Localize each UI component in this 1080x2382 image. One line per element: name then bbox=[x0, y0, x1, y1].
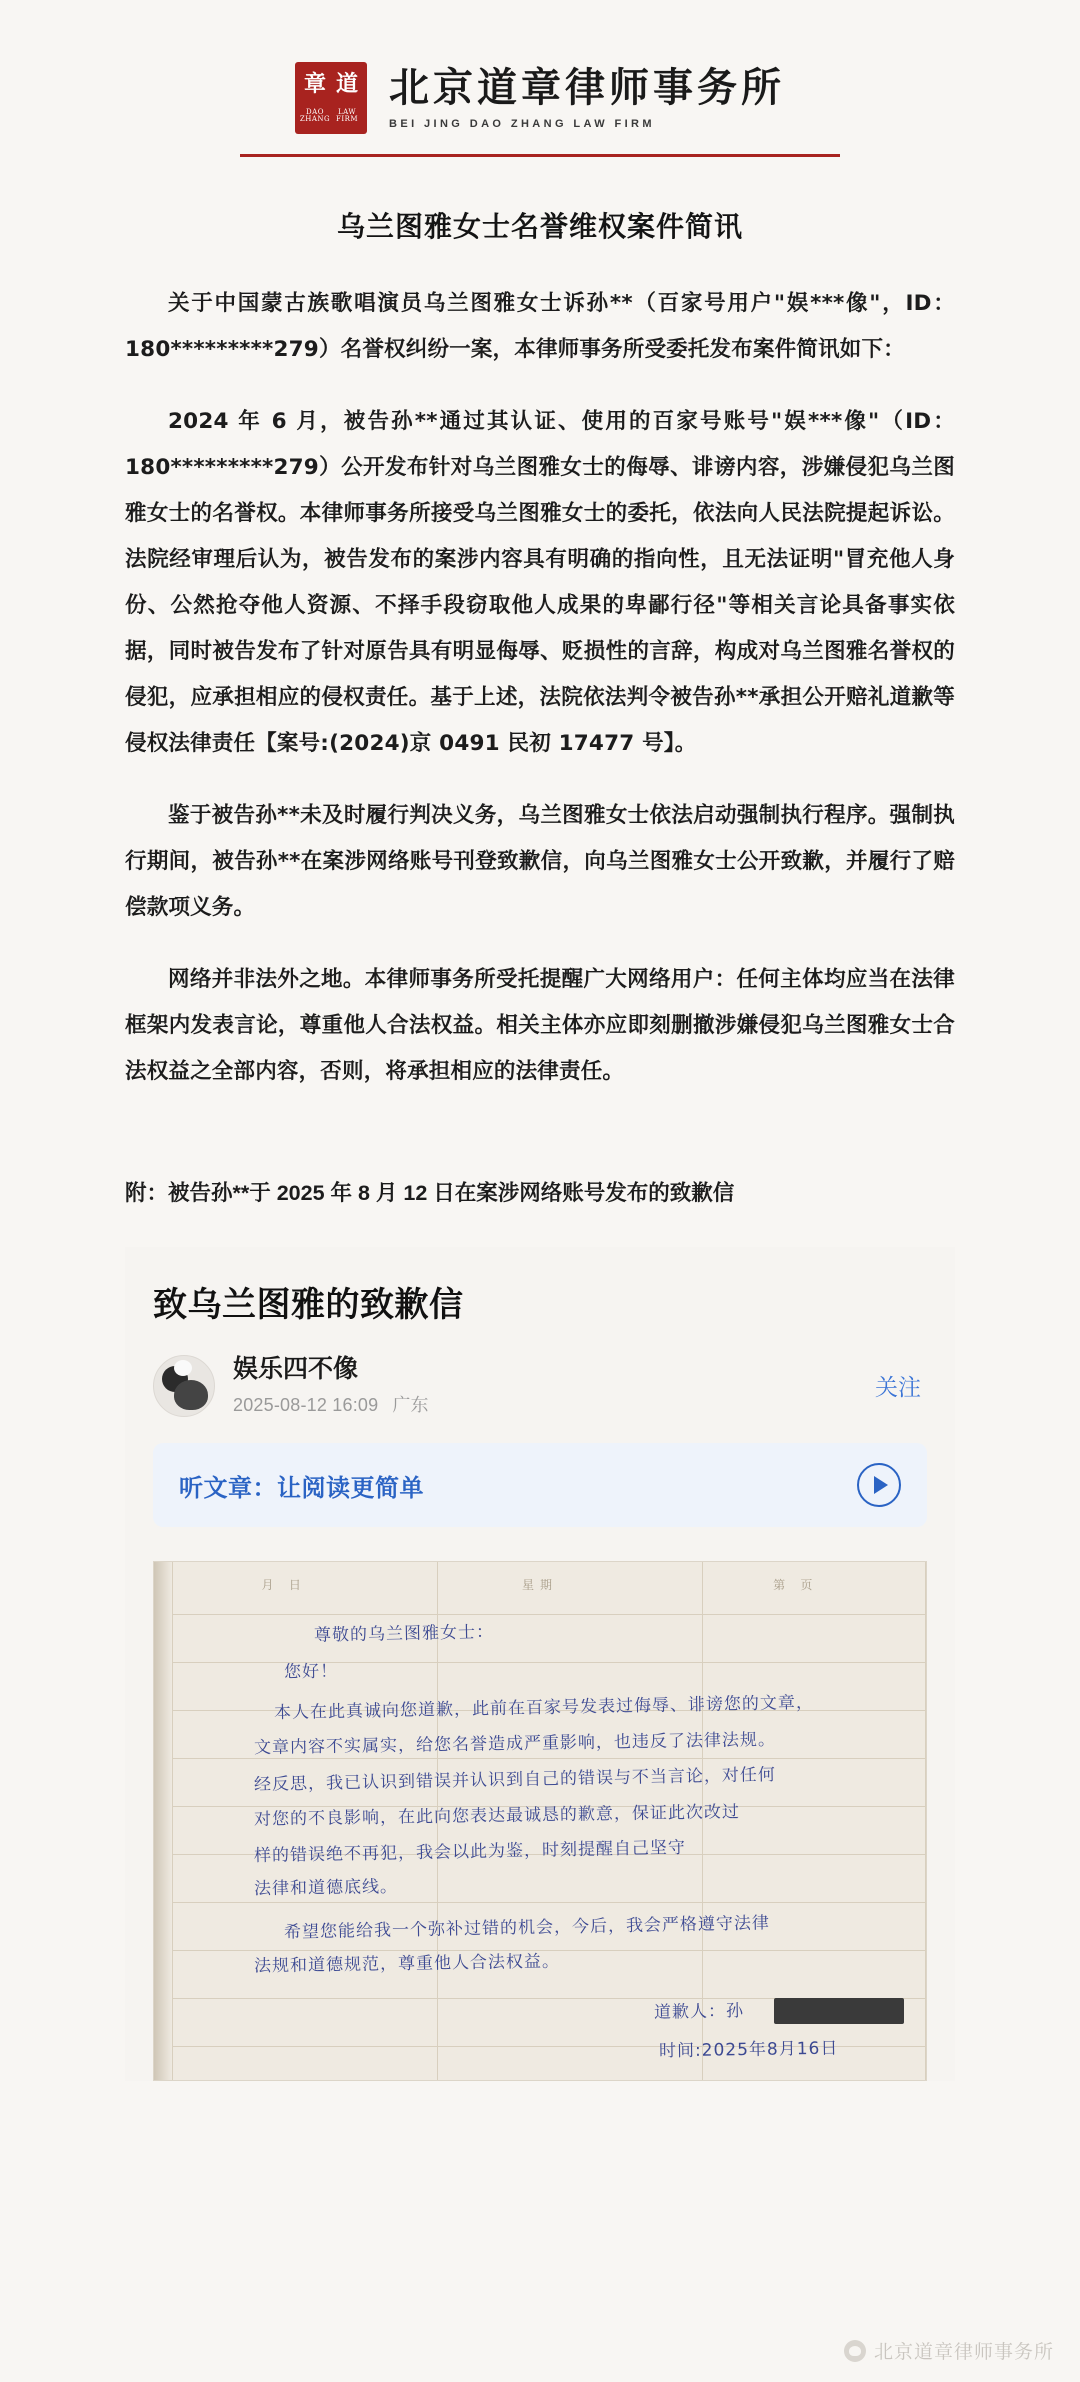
letter-line-8: 法律和道德底线。 bbox=[253, 1876, 399, 1900]
firm-seal-icon bbox=[295, 62, 367, 134]
letterhead-divider bbox=[240, 154, 840, 157]
play-icon[interactable] bbox=[857, 1463, 901, 1507]
listen-article-banner[interactable] bbox=[153, 1443, 927, 1527]
seal-char-2: 道 bbox=[335, 71, 358, 97]
seal-char-4: LAW FIRM bbox=[335, 108, 359, 123]
watermark bbox=[844, 2337, 1054, 2364]
letter-line-6: 对您的不良影响，在此向您表达最诚恳的歉意，保证此次改过 bbox=[253, 1802, 741, 1830]
firm-name-cn: 北京道章律师事务所 bbox=[389, 64, 785, 112]
letter-line-4: 文章内容不实属实，给您名誉造成严重影响，也违反了法律法规。 bbox=[253, 1729, 777, 1759]
paragraph-1: 关于中国蒙古族歌唱演员乌兰图雅女士诉孙**（百家号用户"娱***像"，ID：180*********279）名誉权纠纷一案，本律师事务所受委托发布案件简讯如下： bbox=[125, 291, 955, 362]
firm-name-en: BEI JING DAO ZHANG LAW FIRM bbox=[389, 117, 655, 130]
letter-line-10: 法规和道德规范，尊重他人合法权益。 bbox=[253, 1951, 561, 1977]
watermark-label: 北京道章律师事务所 bbox=[873, 2342, 1054, 2363]
letter-header-labels bbox=[154, 1576, 926, 1593]
letter-date: 时间:2025年8月16日 bbox=[658, 2038, 839, 2062]
letter-line-2: 您好！ bbox=[283, 1661, 339, 1683]
post-location: 广东 bbox=[392, 1395, 429, 1415]
redaction-bar bbox=[774, 1998, 904, 2024]
letter-line-7: 样的错误绝不再犯，我会以此为鉴，时刻提醒自己坚守 bbox=[253, 1837, 687, 1867]
embedded-post-inner bbox=[125, 1247, 955, 2081]
letterhead bbox=[0, 0, 1080, 157]
letter-line-3: 本人在此真诚向您道歉，此前在百家号发表过侮辱、诽谤您的文章， bbox=[273, 1692, 815, 1724]
embedded-post-title: 致乌兰图雅的致歉信 bbox=[153, 1285, 464, 1325]
letter-page-edge bbox=[154, 1562, 172, 2080]
author-meta bbox=[233, 1354, 875, 1417]
letter-header-label-1: 月 日 bbox=[261, 1578, 307, 1592]
article-body bbox=[125, 157, 955, 1213]
letter-header-label-2: 星期 bbox=[521, 1578, 558, 1592]
author-name[interactable]: 娱乐四不像 bbox=[233, 1355, 359, 1383]
weibo-icon bbox=[844, 2340, 866, 2362]
avatar-icon bbox=[153, 1355, 215, 1417]
paragraph-4: 网络并非法外之地。本律师事务所受托提醒广大网络用户：任何主体均应当在法律框架内发表言论，尊重他人合法权益。相关主体亦应即刻删撤涉嫌侵犯乌兰图雅女士合法权益之全部内容，否则，将承担相应的法律责任。 bbox=[125, 967, 955, 1084]
seal-char-1: 章 bbox=[303, 71, 326, 97]
embedded-post-card bbox=[125, 1247, 955, 2081]
letter-line-1: 尊敬的乌兰图雅女士： bbox=[313, 1622, 495, 1646]
letter-header-label-3: 第 页 bbox=[773, 1578, 819, 1592]
follow-button[interactable]: 关注 bbox=[875, 1374, 921, 1400]
letter-signature: 道歉人：孙 bbox=[653, 2001, 745, 2023]
handwritten-letter-image bbox=[153, 1561, 927, 2081]
paragraph-3: 鉴于被告孙**未及时履行判决义务，乌兰图雅女士依法启动强制执行程序。强制执行期间，被告孙**在案涉网络账号刊登致歉信，向乌兰图雅女士公开致歉，并履行了赔偿款项义务。 bbox=[125, 803, 955, 920]
author-row bbox=[153, 1354, 927, 1417]
firm-name-block bbox=[389, 66, 785, 130]
paragraph-2: 2024 年 6 月，被告孙**通过其认证、使用的百家号账号"娱***像"（ID：180*********279）公开发布针对乌兰图雅女士的侮辱、诽谤内容，涉嫌侵犯乌兰图雅女士的名誉权。本律师事务所接受乌兰图雅女士的委托，依法向人民法院提起诉讼。法院经审理后认为，被告发布的案涉内容具有明确的指向性，且无法证明"冒充他人身份、公然抢夺他人资源、不择手段窃取他人成果的卑鄙行径"等相关言论具备事实依据，同时被告发布了针对原告具有明显侮辱、贬损性的言辞，构成对乌兰图雅名誉权的侵犯，应承担相应的侵权责任。基于上述，法院依法判令被告孙**承担公开赔礼道歉等侵权法律责任【案号:(2024)京 0491 民初 17477 号】。 bbox=[125, 409, 955, 756]
post-timestamp: 2025-08-12 16:09 bbox=[233, 1395, 379, 1415]
page-title: 乌兰图雅女士名誉维权案件简讯 bbox=[336, 210, 743, 243]
attachment-note: 附：被告孙**于 2025 年 8 月 12 日在案涉网络账号发布的致歉信 bbox=[125, 1181, 735, 1205]
post-meta bbox=[233, 1391, 875, 1417]
letterhead-row bbox=[295, 62, 785, 134]
letter-line-9: 希望您能给我一个弥补过错的机会，今后，我会严格遵守法律 bbox=[283, 1913, 771, 1943]
listen-article-label: 听文章：让阅读更简单 bbox=[179, 1474, 424, 1502]
seal-char-3: DAO ZHANG bbox=[299, 108, 331, 123]
letter-line-5: 经反思，我已认识到错误并认识到自己的错误与不当言论，对任何 bbox=[253, 1764, 777, 1796]
